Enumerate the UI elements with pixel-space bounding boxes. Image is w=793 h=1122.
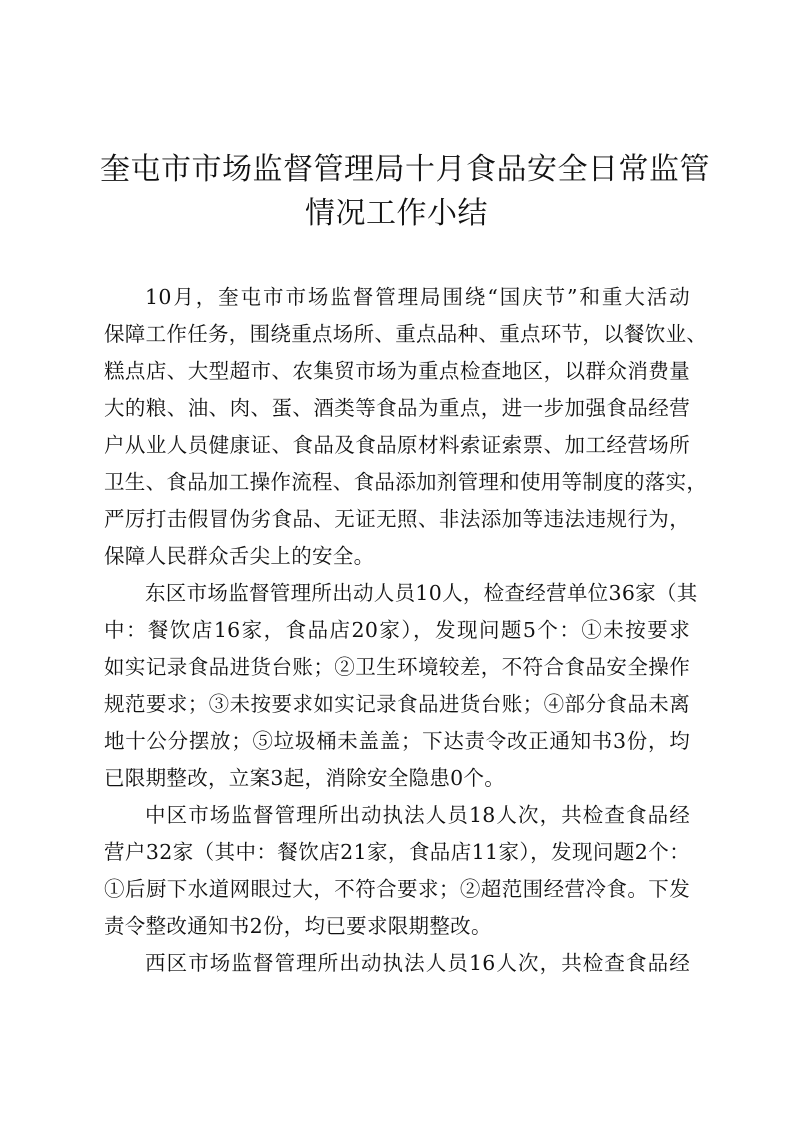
paragraph-1-line-4: 大的粮、油、肉、蛋、酒类等食品为重点，进一步加强食品经营 xyxy=(104,396,690,420)
paragraph-2-line-5: 地十公分摆放；⑤垃圾桶未盖盖；下达责令改正通知书3份，均 xyxy=(104,729,690,753)
paragraph-1-line-2: 保障工作任务，围绕重点场所、重点品种、重点环节，以餐饮业、 xyxy=(104,322,708,346)
paragraph-3-line-3: ①后厨下水道网眼过大，不符合要求；②超范围经营冷食。下发 xyxy=(104,877,690,901)
document-title-line-1: 奎屯市市场监督管理局十月食品安全日常监管 xyxy=(100,152,710,187)
paragraph-1-line-8: 保障人民群众舌尖上的安全。 xyxy=(104,544,375,568)
paragraph-1-line-5: 户从业人员健康证、食品及食品原材料索证索票、加工经营场所 xyxy=(104,433,690,457)
paragraph-4-line-1: 西区市场监督管理所出动执法人员16人次，共检查食品经 xyxy=(145,951,690,975)
document-title-line-2: 情况工作小结 xyxy=(305,196,488,231)
paragraph-2-line-4: 规范要求；③未按要求如实记录食品进货台账；④部分食品未离 xyxy=(104,692,690,716)
paragraph-3-line-2: 营户32家（其中：餐饮店21家，食品店11家），发现问题2个： xyxy=(104,840,690,864)
paragraph-2-line-3: 如实记录食品进货台账；②卫生环境较差，不符合食品安全操作 xyxy=(104,655,690,679)
paragraph-1-line-3: 糕点店、大型超市、农集贸市场为重点检查地区，以群众消费量 xyxy=(104,359,690,383)
paragraph-2-line-6: 已限期整改，立案3起，消除安全隐患0个。 xyxy=(104,766,506,790)
paragraph-2-line-2: 中：餐饮店16家，食品店20家），发现问题5个：①未按要求 xyxy=(104,618,690,642)
paragraph-3-line-1: 中区市场监督管理所出动执法人员18人次，共检查食品经 xyxy=(145,803,690,827)
paragraph-2-line-1: 东区市场监督管理所出动人员10人，检查经营单位36家（其 xyxy=(145,581,698,605)
paragraph-3-line-4: 责令整改通知书2份，均已要求限期整改。 xyxy=(104,914,492,938)
paragraph-1-line-1: 10月，奎屯市市场监督管理局围绕“国庆节”和重大活动 xyxy=(145,285,690,309)
paragraph-1-line-6: 卫生、食品加工操作流程、食品添加剂管理和使用等制度的落实， xyxy=(104,470,708,494)
paragraph-1-line-7: 严厉打击假冒伪劣食品、无证无照、非法添加等违法违规行为， xyxy=(104,507,690,531)
